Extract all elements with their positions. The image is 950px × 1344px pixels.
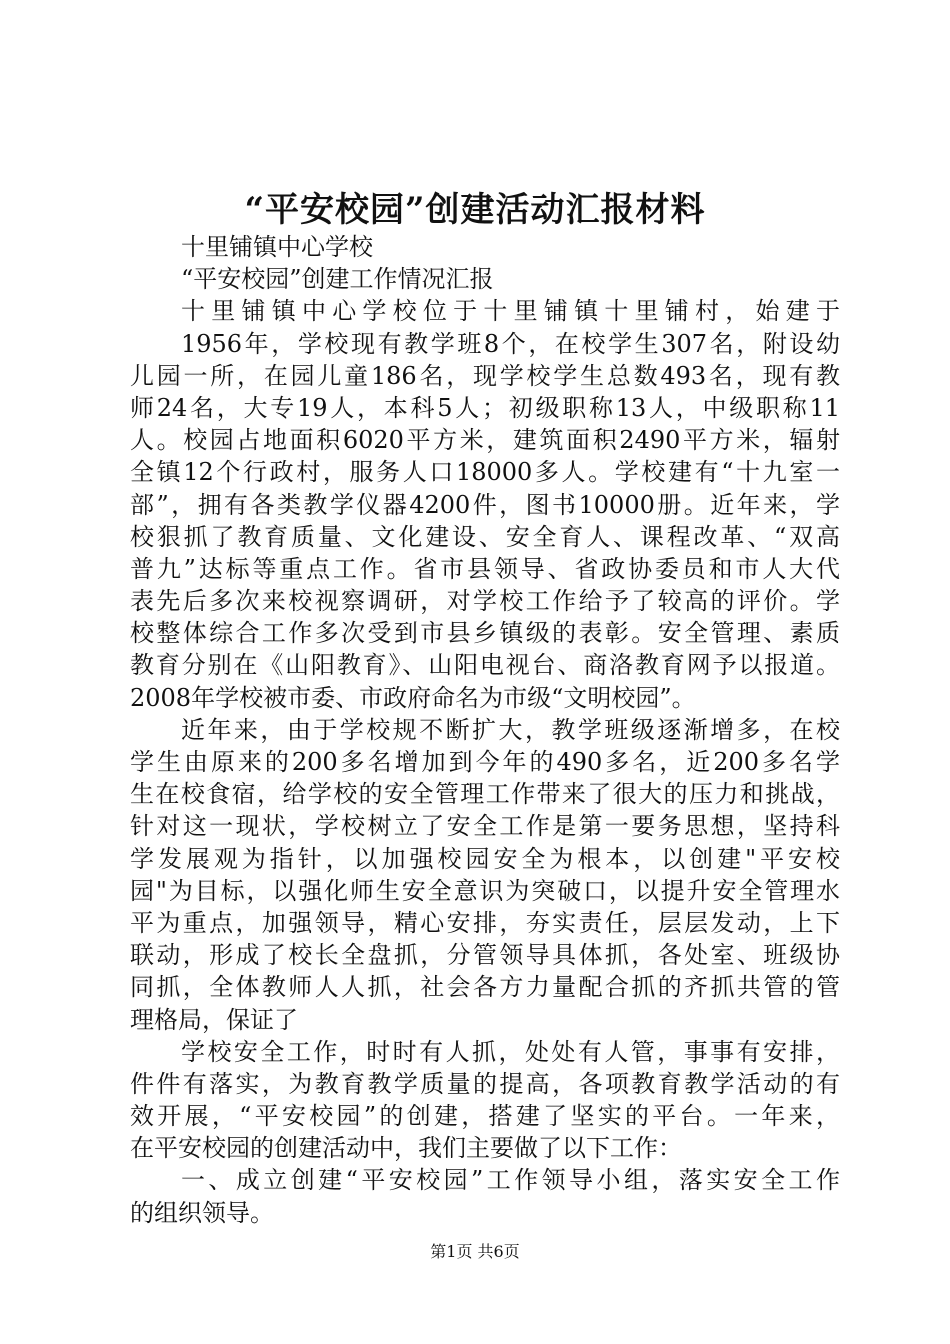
text-line: 儿园一所，在园儿童186名，现学校学生总数493名，现有教 [130,361,840,390]
document-title: “平安校园”创建活动汇报材料 [244,190,706,230]
text-line: 校狠抓了教育质量、文化建设、安全育人、课程改革、“双高 [130,522,840,551]
text-line: 的组织领导。 [130,1198,274,1227]
text-line: 部”，拥有各类教学仪器4200件，图书10000册。近年来，学 [130,490,840,519]
text-line: 效开展，“平安校园”的创建，搭建了坚实的平台。一年来， [130,1102,840,1131]
text-line: 师24名，大专19人，本科5人；初级职称13人，中级职称11 [130,393,840,422]
text-line: 1956年，学校现有教学班8个，在校学生307名，附设幼 [181,329,840,358]
text-line: “平安校园”创建工作情况汇报 [181,265,494,294]
text-line: 一、成立创建“平安校园”工作领导小组，落实安全工作 [181,1166,840,1195]
page-number-footer: 第1页 共6页 [430,1242,520,1261]
text-line: 园"为目标，以强化师生安全意识为突破口，以提升安全管理水 [130,876,840,905]
text-line: 校整体综合工作多次受到市县乡镇级的表彰。安全管理、素质 [130,619,840,648]
text-line: 十里铺镇中心学校 [181,233,373,261]
text-line: 表先后多次来校视察调研，对学校工作给予了较高的评价。学 [130,587,840,616]
text-line: 件件有落实，为教育教学质量的提高，各项教育教学活动的有 [130,1069,840,1098]
text-line: 十里铺镇中心学校位于十里铺镇十里铺村，始建于 [181,297,840,326]
text-line: 学校安全工作，时时有人抓，处处有人管，事事有安排， [181,1037,840,1066]
text-line: 全镇12个行政村，服务人口18000多人。学校建有“十九室一 [130,458,840,487]
text-line: 2008年学校被市委、市政府命名为市级“文明校园”。 [130,683,696,712]
text-line: 近年来，由于学校规不断扩大，教学班级逐渐增多，在校 [181,715,840,744]
text-line: 平为重点，加强领导，精心安排，夯实责任，层层发动，上下 [130,908,840,937]
text-line: 联动，形成了校长全盘抓，分管领导具体抓，各处室、班级协 [130,941,840,970]
text-line: 针对这一现状，学校树立了安全工作是第一要务思想，坚持科 [130,812,840,841]
text-line: 理格局，保证了 [130,1005,298,1034]
text-line: 同抓，全体教师人人抓，社会各方力量配合抓的齐抓共管的管 [130,973,840,1002]
text-line: 教育分别在《山阳教育》、山阳电视台、商洛教育网予以报道。 [130,651,840,680]
text-line: 学发展观为指针，以加强校园安全为根本，以创建"平安校 [130,844,840,873]
text-line: 人。校园占地面积6020平方米，建筑面积2490平方米，辐射 [130,426,840,455]
text-line: 普九”达标等重点工作。省市县领导、省政协委员和市人大代 [130,554,840,583]
document-body [130,231,840,1229]
text-line: 学生由原来的200多名增加到今年的490多名，近200多名学 [130,748,840,776]
text-line: 在平安校园的创建活动中，我们主要做了以下工作： [130,1134,682,1163]
text-line: 生在校食宿，给学校的安全管理工作带来了很大的压力和挑战， [130,780,840,809]
